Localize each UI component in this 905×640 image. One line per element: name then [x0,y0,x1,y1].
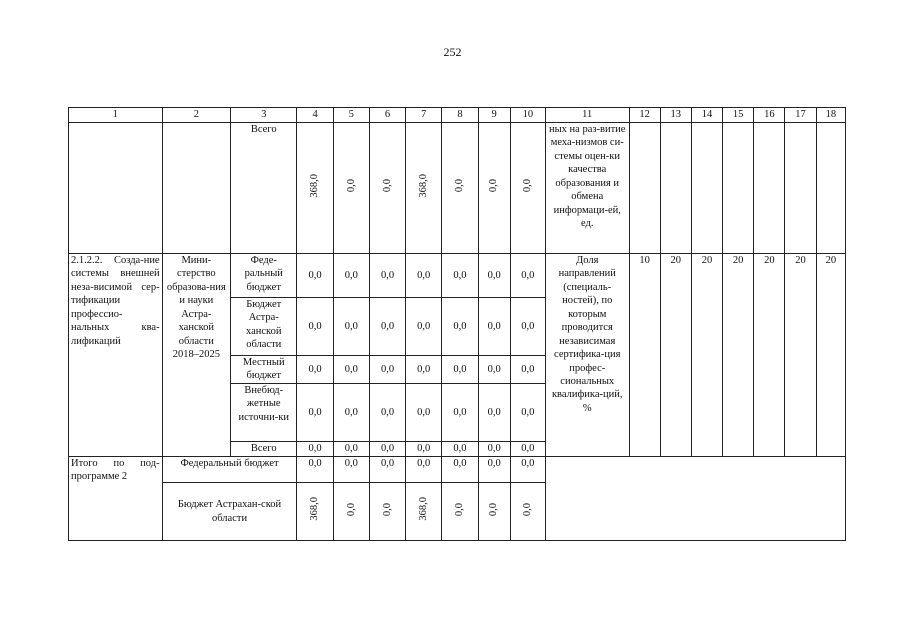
column-number: 15 [723,108,754,123]
target-cell: 20 [816,254,845,457]
executor: Мини-стерство образова-ния и науки Астра-ханской области 2018–2025 [162,254,230,457]
value-cell: 0,0 [406,457,442,483]
value-cell: 0,0 [510,356,545,384]
value-cell: 0,0 [442,457,478,483]
column-number: 12 [629,108,660,123]
measure-name: 2.1.2.2. Созда-ние системы внешней неза-висимой сер-тификации профессио-нальных ква-лификаций [69,254,163,457]
value-cell: 0,0 [478,254,510,298]
indicator-cell: ных на раз-витие меха-низмов си-стемы оцен-ки качества образования и обмена информаци-ей, ед. [545,123,629,254]
value-cell: 0,0 [333,483,369,541]
column-number: 4 [297,108,333,123]
value-cell: 368,0 [297,483,333,541]
value-cell: 0,0 [333,384,369,442]
value-cell: 0,0 [297,442,333,457]
value-cell: 0,0 [442,384,478,442]
value-cell: 368,0 [406,483,442,541]
value-cell: 0,0 [478,123,510,254]
target-cell [660,123,691,254]
value-cell: 0,0 [406,254,442,298]
total-label: Итого по под-программе 2 [69,457,163,541]
column-number: 3 [231,108,297,123]
value-cell: 0,0 [510,254,545,298]
column-number: 17 [785,108,816,123]
source-label: Внебюд-жетные источни-ки [231,384,297,442]
column-number: 9 [478,108,510,123]
total-row [69,457,846,483]
source-label: Феде-ральный бюджет [231,254,297,298]
value-cell: 0,0 [478,442,510,457]
continuation-row [69,123,846,254]
value-cell: 0,0 [369,483,405,541]
column-number: 8 [442,108,478,123]
source-label: Всего [231,442,297,457]
column-number: 5 [333,108,369,123]
value-cell: 0,0 [333,123,369,254]
value-cell: 0,0 [297,298,333,356]
target-cell [723,123,754,254]
target-cell: 20 [754,254,785,457]
column-number: 18 [816,108,845,123]
value-cell: 0,0 [442,483,478,541]
source-label: Бюджет Астрахан-ской области [162,483,297,541]
value-cell: 0,0 [510,123,545,254]
source-row [69,254,846,298]
value-cell: 0,0 [369,457,405,483]
target-cell [629,123,660,254]
page-number: 252 [443,45,462,59]
value-cell: 0,0 [297,457,333,483]
executor-cell [162,123,230,254]
value-cell: 368,0 [406,123,442,254]
target-cell [754,123,785,254]
value-cell: 0,0 [510,483,545,541]
empty-merged-cell [545,457,845,541]
target-cell: 20 [723,254,754,457]
value-cell: 0,0 [442,442,478,457]
value-cell: 0,0 [478,298,510,356]
column-number: 13 [660,108,691,123]
target-cell: 20 [660,254,691,457]
measure-name-cell [69,123,163,254]
value-cell: 0,0 [478,457,510,483]
value-cell: 0,0 [406,384,442,442]
value-cell: 0,0 [369,254,405,298]
value-cell: 0,0 [369,356,405,384]
value-cell: 0,0 [442,298,478,356]
value-cell: 0,0 [333,254,369,298]
column-number: 11 [545,108,629,123]
value-cell: 0,0 [406,298,442,356]
target-cell [691,123,722,254]
value-cell: 0,0 [333,457,369,483]
value-cell: 0,0 [369,442,405,457]
source-label: Федеральный бюджет [162,457,297,483]
column-number: 2 [162,108,230,123]
value-cell: 0,0 [442,356,478,384]
source-label: Бюджет Астра-ханской области [231,298,297,356]
value-cell: 0,0 [369,384,405,442]
column-number: 7 [406,108,442,123]
source-label: Местный бюджет [231,356,297,384]
value-cell: 0,0 [510,442,545,457]
value-cell: 0,0 [333,442,369,457]
value-cell: 368,0 [297,123,333,254]
value-cell: 0,0 [369,123,405,254]
target-cell: 10 [629,254,660,457]
program-table [68,107,846,541]
column-number: 6 [369,108,405,123]
target-cell [816,123,845,254]
indicator-cell: Доля направлений (специаль-ностей), по которым проводится независимая сертифика-ция профес-сиональных квалифика-ций, % [545,254,629,457]
value-cell: 0,0 [510,384,545,442]
value-cell: 0,0 [406,356,442,384]
value-cell: 0,0 [369,298,405,356]
target-cell: 20 [785,254,816,457]
value-cell: 0,0 [510,298,545,356]
value-cell: 0,0 [510,457,545,483]
column-number-row [69,108,846,123]
target-cell [785,123,816,254]
column-number: 14 [691,108,722,123]
value-cell: 0,0 [442,254,478,298]
value-cell: 0,0 [297,384,333,442]
column-number: 1 [69,108,163,123]
value-cell: 0,0 [406,442,442,457]
value-cell: 0,0 [333,298,369,356]
value-cell: 0,0 [442,123,478,254]
value-cell: 0,0 [478,384,510,442]
source-label: Всего [231,123,297,254]
value-cell: 0,0 [297,356,333,384]
value-cell: 0,0 [478,356,510,384]
column-number: 10 [510,108,545,123]
target-cell: 20 [691,254,722,457]
value-cell: 0,0 [478,483,510,541]
value-cell: 0,0 [333,356,369,384]
column-number: 16 [754,108,785,123]
value-cell: 0,0 [297,254,333,298]
